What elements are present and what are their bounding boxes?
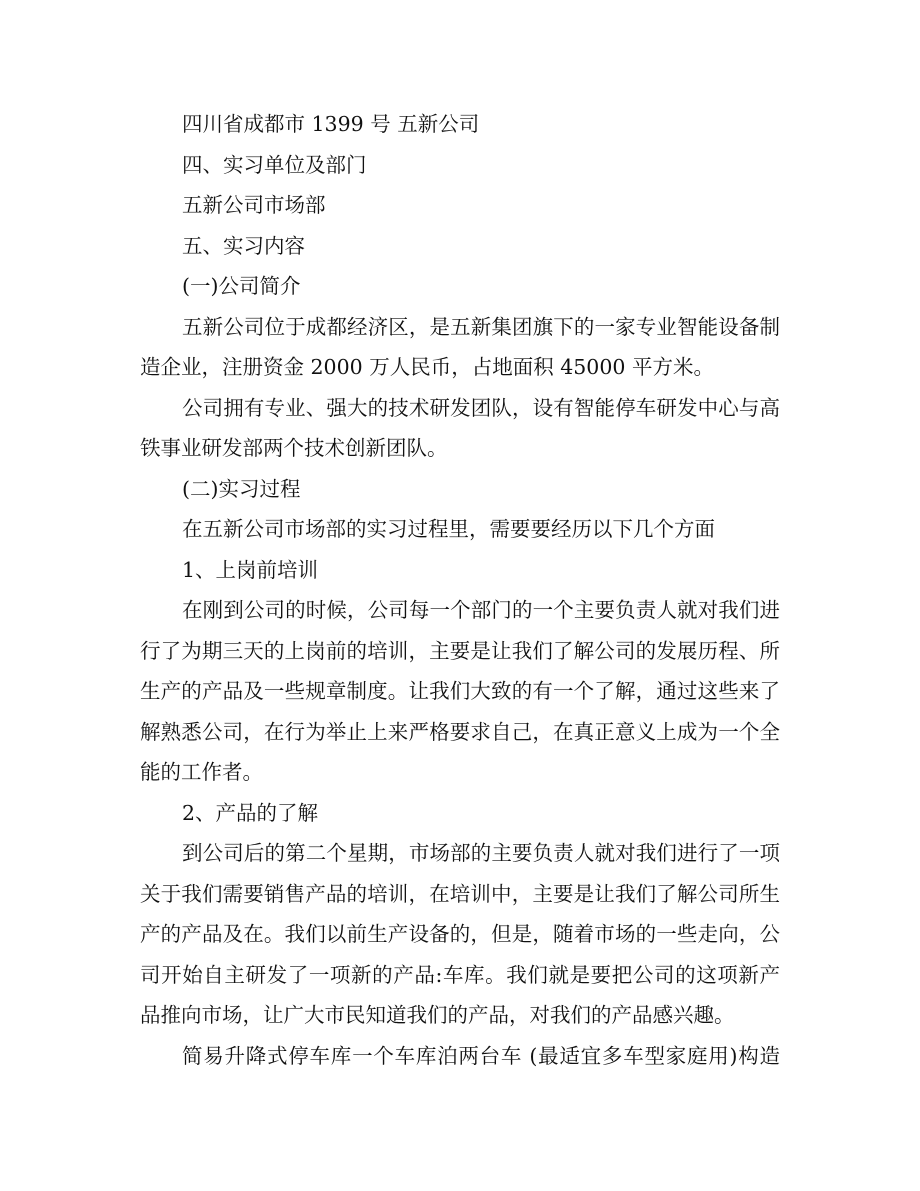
text-line: 1、上岗前培训 <box>182 557 319 582</box>
text-line: 五新公司位于成都经济区，是五新集团旗下的一家专业智能设备制 <box>182 314 780 339</box>
text-line: (一)公司简介 <box>182 274 301 298</box>
text-line: 在五新公司市场部的实习过程里，需要要经历以下几个方面 <box>182 517 715 541</box>
text-line: 司开始自主研发了一项新的产品:车库。我们就是要把公司的这项新产 <box>140 962 780 987</box>
document-body <box>140 104 780 1076</box>
text-line: 到公司后的第二个星期，市场部的主要负责人就对我们进行了一项 <box>182 841 780 865</box>
text-line: 简易升降式停车库一个车库泊两台车 (最适宜多车型家庭用)构造 <box>182 1043 780 1068</box>
text-line: 解熟悉公司，在行为举止上来严格要求自己，在真正意义上成为一个全 <box>140 719 780 744</box>
text-line: 铁事业研发部两个技术创新团队。 <box>140 436 448 460</box>
text-line: 公司拥有专业、强大的技术研发团队，设有智能停车研发中心与高 <box>182 395 780 420</box>
text-line: 品推向市场，让广大市民知道我们的产品，对我们的产品感兴趣。 <box>140 1003 735 1027</box>
text-line: 产的产品及在。我们以前生产设备的，但是，随着市场的一些走向，公 <box>140 922 780 946</box>
text-line: 四川省成都市 1399 号 五新公司 <box>182 112 480 136</box>
text-line: 关于我们需要销售产品的培训，在培训中，主要是让我们了解公司所生 <box>140 881 780 906</box>
text-line: (二)实习过程 <box>182 476 301 501</box>
text-line: 四、实习单位及部门 <box>182 152 367 177</box>
text-line: 能的工作者。 <box>140 760 263 784</box>
text-line: 在刚到公司的时候，公司每一个部门的一个主要负责人就对我们进 <box>182 598 780 622</box>
text-line: 造企业，注册资金 2000 万人民币，占地面积 45000 平方米。 <box>140 355 714 379</box>
text-line: 五新公司市场部 <box>182 193 326 217</box>
text-line: 五、实习内容 <box>182 233 305 258</box>
text-line: 行了为期三天的上岗前的培训，主要是让我们了解公司的发展历程、所 <box>140 638 780 663</box>
text-line: 生产的产品及一些规章制度。让我们大致的有一个了解，通过这些来了 <box>140 679 780 703</box>
text-line: 2、产品的了解 <box>182 800 319 825</box>
